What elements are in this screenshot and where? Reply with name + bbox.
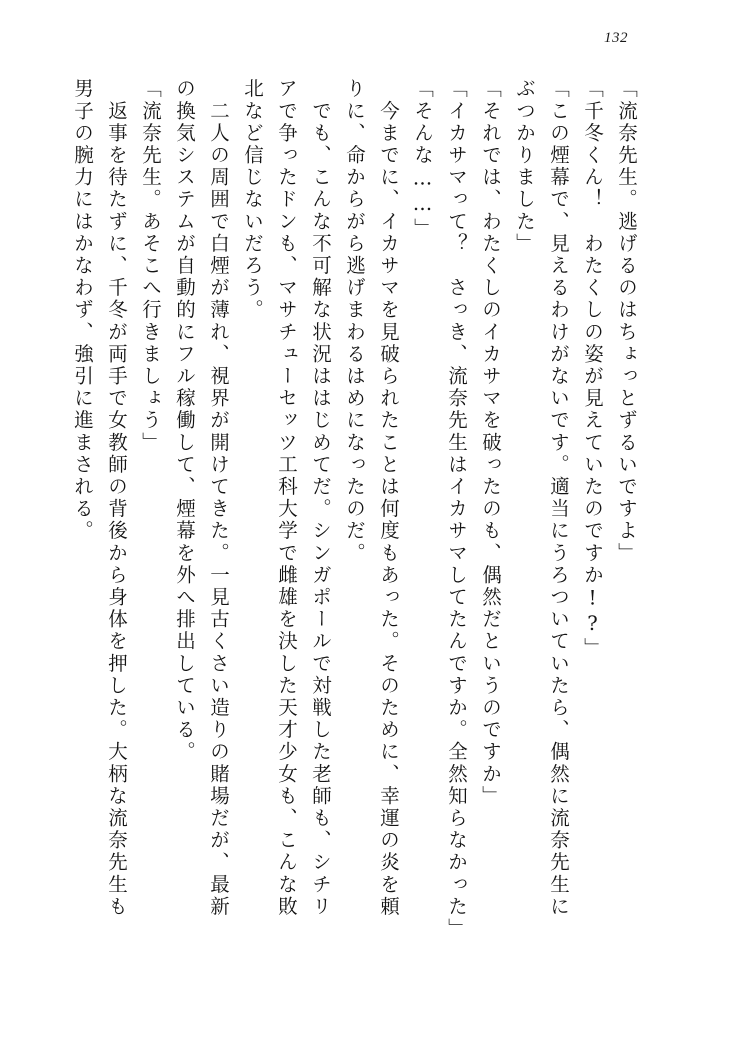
text-column: りに、命からがら逃げまわるはめになったのだ。 — [343, 78, 366, 565]
text-column: 「流奈先生。逃げるのはちょっとずるいですよ」 — [615, 78, 638, 565]
text-column: 「千冬くん！ わたくしの姿が見えていたのですか!?」 — [581, 78, 604, 660]
text-column: 「そんな……」 — [411, 78, 434, 240]
text-column: 今までに、イカサマを見破られたことは何度もあった。そのために、幸運の炎を頼 — [377, 78, 400, 918]
vertical-text-body — [71, 78, 638, 958]
text-column: アで争ったドンも、マサチューセッツ工科大学で雌雄を決した天才少女も、こんな敗 — [275, 78, 298, 918]
text-column: ぶつかりました」 — [513, 78, 536, 255]
text-column: 北など信じないだろう。 — [241, 78, 264, 322]
text-column: 返事を待たずに、千冬が両手で女教師の背後から身体を押した。大柄な流奈先生も — [105, 78, 128, 918]
text-column: 「それでは、わたくしのイカサマを破ったのも、偶然だというのですか」 — [479, 78, 502, 808]
text-column: 「イカサマって？ さっき、流奈先生はイカサマしてたんですか。全然知らなかった」 — [445, 78, 468, 940]
text-column: 二人の周囲で白煙が薄れ、視界が開けてきた。一見古くさい造りの賭場だが、最新 — [207, 78, 230, 918]
text-column: でも、こんな不可解な状況ははじめてだ。シンガポールで対戦した老師も、シチリ — [309, 78, 332, 918]
page-number: 132 — [604, 30, 628, 46]
text-column: 「流奈先生。あそこへ行きましょう」 — [139, 78, 162, 454]
text-column: 「この煙幕で、見えるわけがないです。適当にうろついていたら、偶然に流奈先生に — [547, 78, 570, 918]
text-column: の換気システムが自動的にフル稼働して、煙幕を外へ排出している。 — [173, 78, 196, 764]
text-column: 男子の腕力にはかなわず、強引に進まされる。 — [71, 78, 94, 543]
